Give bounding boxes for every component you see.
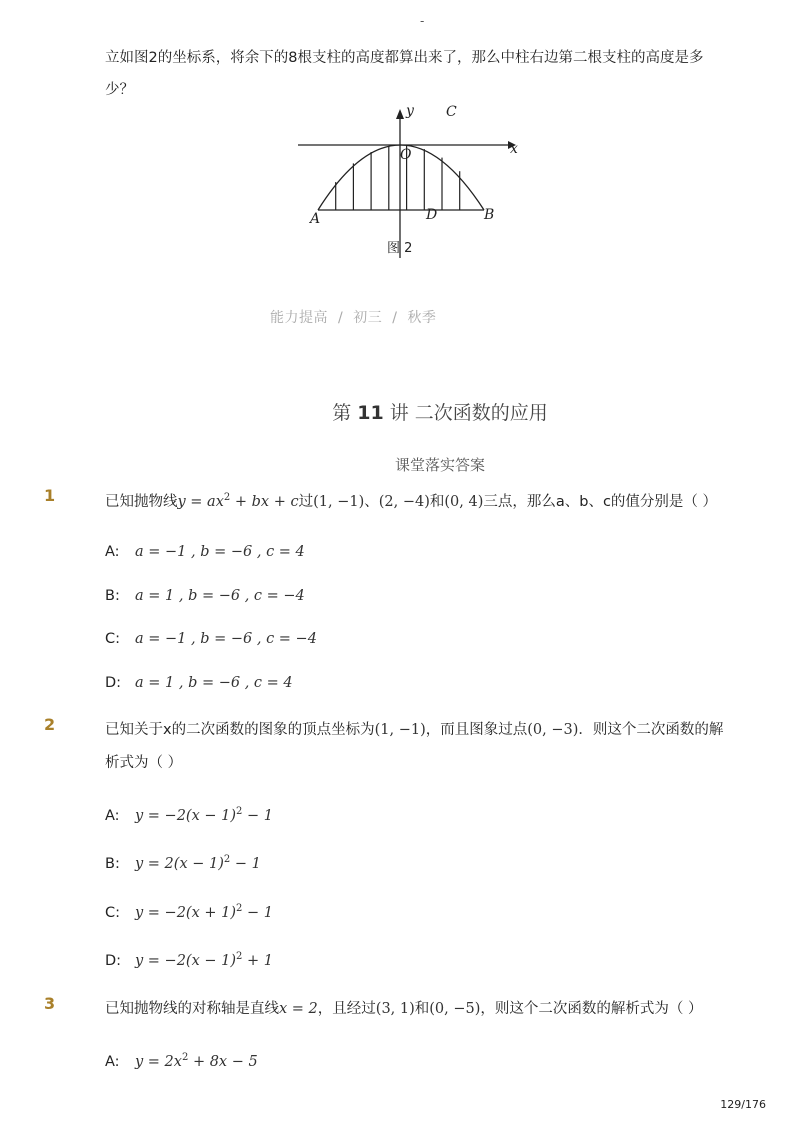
support-pillars (336, 145, 460, 210)
lecture-prefix: 第 (332, 402, 352, 424)
label-c: C (446, 104, 457, 120)
breadcrumb (270, 307, 436, 327)
figure-2-arch-diagram (290, 95, 530, 265)
breadcrumb-item: 能力提高 (270, 310, 328, 326)
y-axis-arrow (396, 109, 404, 119)
lecture-number: 11 (357, 402, 384, 424)
question-2-text: 已知关于x的二次函数的图象的顶点坐标为(1, −1)，而且图象过点(0, −3)．则这个二次函数的解 (105, 722, 724, 738)
lecture-suffix: 讲 二次函数的应用 (389, 402, 548, 424)
label-y: y (406, 103, 414, 119)
question-2-option-d[interactable]: D: $y = -2(x - 1)^2 + 1$ (105, 951, 273, 969)
intro-line-2: 少？ (105, 82, 134, 98)
section-title: 课堂落实答案 (394, 456, 485, 474)
label-d: D (426, 207, 438, 223)
question-1-option-b[interactable]: B: a = 1 , b = −6 , c = −4 (105, 588, 305, 604)
lecture-title (0, 398, 800, 425)
header-mark: - (420, 14, 425, 28)
label-x: x (510, 141, 518, 157)
question-2-text-line-2: 析式为（ ） (105, 755, 183, 771)
breadcrumb-item: 秋季 (407, 310, 437, 326)
question-2-option-b[interactable]: B: $y = 2(x - 1)^2 - 1$ (105, 854, 261, 872)
label-origin: O (400, 147, 412, 163)
breadcrumb-separator: / (338, 310, 344, 326)
question-3-text: 已知抛物线的对称轴是直线x = 2，且经过(3, 1)和(0, −5)，则这个二次函数的解析式为（ ） (105, 1001, 703, 1017)
figure-caption: 图 2 (387, 241, 413, 256)
question-2-option-c[interactable]: C: $y = -2(x + 1)^2 - 1$ (105, 903, 273, 921)
question-number: 1 (44, 486, 56, 505)
question-2-option-a[interactable]: A: $y = -2(x - 1)^2 - 1$ (105, 806, 273, 824)
label-a: A (310, 211, 321, 227)
intro-line-1: 立如图2的坐标系，将余下的8根支柱的高度都算出来了，那么中柱右边第二根支柱的高度是多 (105, 50, 704, 66)
question-1-text: 已知抛物线$y = ax^2$ + bx + c过(1, −1)、(2, −4)和(0, 4)三点，那么a、b、c的值分别是（ ） (105, 492, 718, 510)
question-1-option-d[interactable]: D: a = 1 , b = −6 , c = 4 (105, 675, 293, 691)
label-b: B (484, 207, 495, 223)
question-number: 2 (44, 715, 56, 734)
question-1-option-c[interactable]: C: a = −1 , b = −6 , c = −4 (105, 631, 317, 647)
question-1-option-a[interactable]: A: a = −1 , b = −6 , c = 4 (105, 544, 305, 560)
question-3-option-a[interactable]: A: $y = 2x^2 + 8x - 5$ (105, 1052, 258, 1070)
breadcrumb-item: 初三 (353, 310, 383, 326)
question-number: 3 (44, 994, 56, 1013)
breadcrumb-separator: / (392, 310, 398, 326)
page-number: 129/176 (720, 1098, 766, 1111)
